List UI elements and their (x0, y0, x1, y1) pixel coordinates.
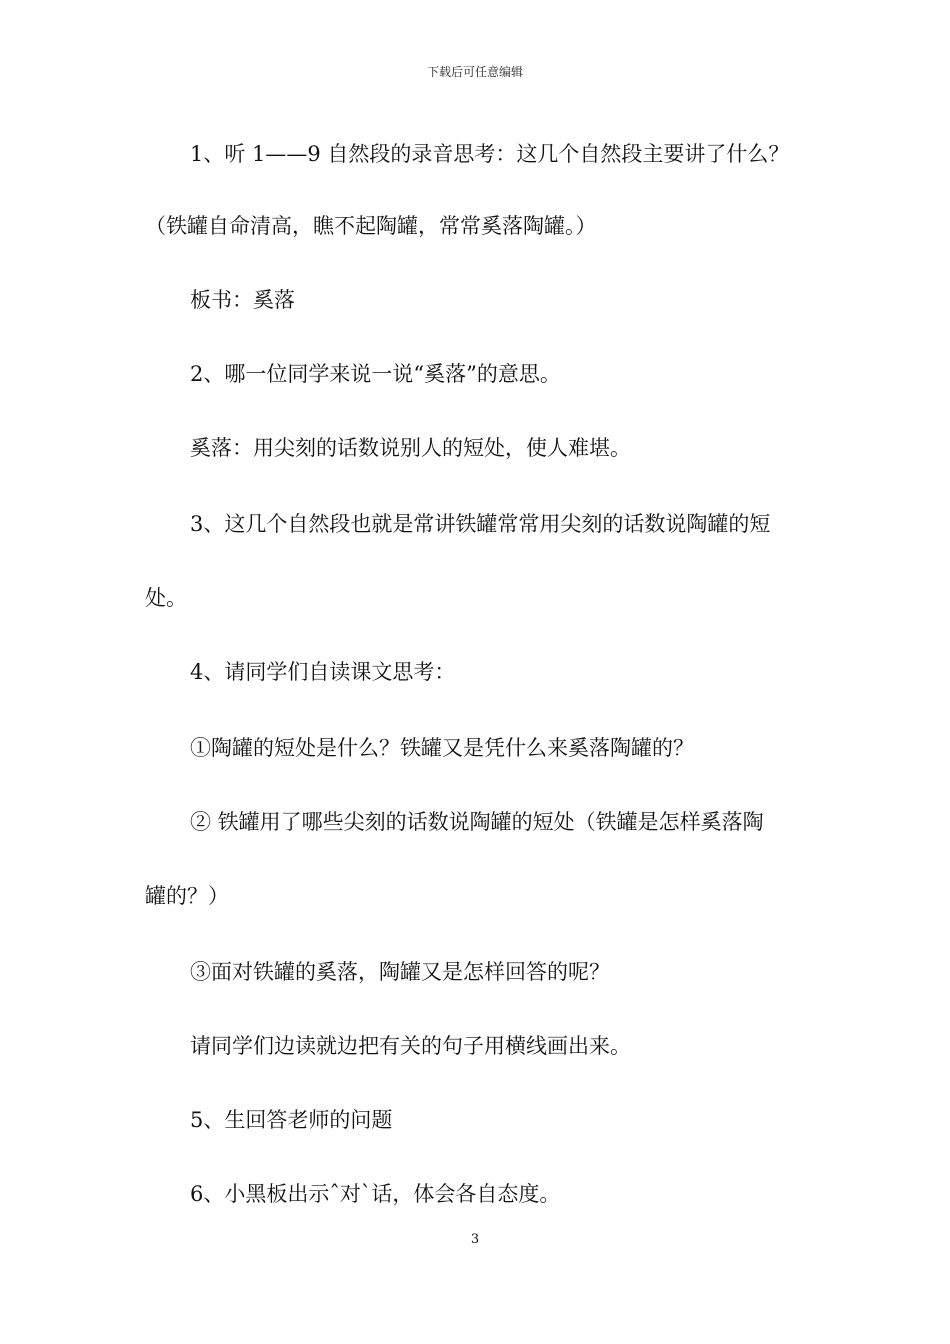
paragraph-6: 3、这几个自然段也就是常讲铁罐常常用尖刻的话数说陶罐的短 (190, 512, 771, 536)
paragraph-8: 4、请同学们自读课文思考： (190, 660, 456, 684)
paragraph-2: （铁罐自命清高，瞧不起陶罐，常常奚落陶罐。） (145, 214, 597, 238)
paragraph-15: 6、小黑板出示ˆ对ˋ话，体会各自态度。 (190, 1182, 561, 1206)
paragraph-14: 5、生回答老师的问题 (190, 1108, 393, 1132)
paragraph-5: 奚落：用尖刻的话数说别人的短处，使人难堪。 (190, 436, 631, 460)
page-header: 下载后可任意编辑 (426, 65, 523, 79)
paragraph-1: 1、听 1——9 自然段的录音思考：这几个自然段主要讲了什么？ (190, 142, 790, 166)
page-number: 3 (470, 1232, 480, 1247)
paragraph-4: 2、哪一位同学来说一说“奚落”的意思。 (190, 362, 561, 386)
paragraph-9: ①陶罐的短处是什么？铁罐又是凭什么来奚落陶罐的？ (190, 736, 694, 760)
paragraph-3: 板书：奚落 (190, 288, 295, 312)
paragraph-12: ③面对铁罐的奚落，陶罐又是怎样回答的呢？ (190, 960, 610, 984)
paragraph-7: 处。 (145, 586, 187, 610)
paragraph-11: 罐的？） (145, 884, 229, 908)
paragraph-10: ② 铁罐用了哪些尖刻的话数说陶罐的短处（铁罐是怎样奚落陶 (190, 810, 764, 834)
paragraph-13: 请同学们边读就边把有关的句子用横线画出来。 (190, 1034, 631, 1058)
